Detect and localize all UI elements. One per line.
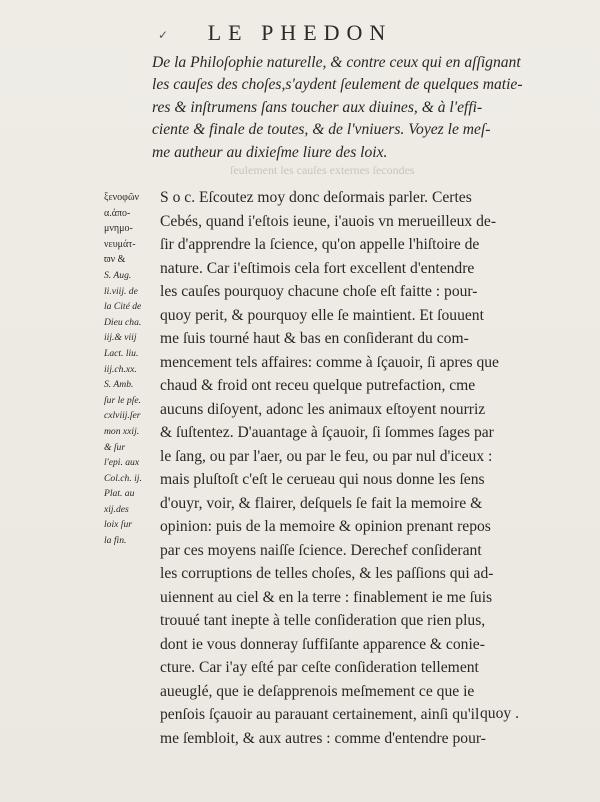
note-line: De la Philoſophie naturelle, & contre ceux qui en aſſignant (152, 54, 521, 71)
text-line: les cauſes pourquoy chacune choſe eſt faitte : pour- (160, 283, 478, 300)
text-line: chaud & froid ont receu quelque putrefaction, cme (160, 377, 476, 394)
margin-line: l'epi. aux (104, 457, 140, 469)
text-line: mais pluſtoſt c'eſt le cerueau qui nous donne les ſens (160, 471, 485, 488)
margin-line: S. Aug. (104, 269, 132, 281)
text-line: uiennent au ciel & en la terre : finablement ie me ſuis (160, 588, 493, 606)
margin-line: μνημο- (104, 223, 133, 235)
margin-line: νευμάτ- (104, 238, 136, 250)
text-line: aucuns diſoyent, adonc les animaux eſtoyent nourriz (160, 400, 486, 418)
margin-line: ſur le pſe. (104, 394, 142, 406)
text-line: S o c. Eſcoutez moy donc deſormais parler. Certes (160, 189, 472, 206)
text-line: & ſuſtentez. D'auantage à ſçauoir, ſi ſommes ſages par (160, 424, 494, 441)
margin-line: la fin. (104, 535, 127, 547)
margin-line: mon xxij. (104, 425, 140, 437)
main-text-block (160, 186, 540, 750)
text-line: dont ie vous donneray ſuffiſante apparence & conie- (160, 635, 485, 653)
margin-line: la Cité de (104, 301, 142, 313)
note-line: res & inſtrumens ſans toucher aux diuines, & à l'effi- (152, 98, 483, 116)
chapter-summary-note (152, 52, 547, 164)
margin-line: Lact. liu. (104, 347, 139, 359)
margin-line: loix ſur (104, 519, 132, 531)
text-line: me ſuis tourné haut & bas en conſiderant du com- (160, 330, 469, 347)
text-line: trouué tant inepte à telle conſideration que rien plus, (160, 612, 486, 629)
margin-line: α.ἀπο- (104, 207, 131, 219)
margin-line: S. Amb. (104, 379, 134, 391)
text-line: Cebés, quand i'eſtois ieune, i'auois vn merueilleux de- (160, 212, 497, 230)
text-line: mencement tels affaires: comme à ſçauoir, ſi apres que (160, 353, 499, 371)
margin-tick-mark: ✓ (158, 28, 169, 42)
text-line: aueuglé, que ie deſapprenois meſmement ce que ie (160, 682, 475, 700)
margin-line: cxlviij.ſer (104, 410, 141, 422)
text-line: penſois ſçauoir au parauant certainement, ainſi qu'il (160, 706, 480, 723)
margin-line: ϖν & (104, 254, 126, 266)
margin-line: ξενοφῶν (104, 192, 140, 203)
running-head: LE PHEDON (207, 20, 393, 45)
text-line: opinion: puis de la memoire & opinion prenant repos (160, 518, 491, 535)
margin-line: iij.ch.xx. (104, 363, 137, 375)
show-through-text: ſeulement les cauſes externes ſecondes (230, 163, 415, 177)
margin-line: Dieu cha. (104, 316, 142, 328)
text-line: nature. Car i'eſtimois cela fort excellent d'entendre (160, 259, 475, 277)
catchword: quoy . (480, 705, 519, 722)
text-line: quoy perit, & pourquoy elle ſe maintient. Et ſouuent (160, 306, 484, 324)
margin-line: & ſur (104, 441, 126, 453)
text-line: d'ouyr, voir, & flairer, deſquels ſe fait la memoire & (160, 494, 483, 512)
margin-line: Plat. au (104, 488, 135, 500)
text-line: les corruptions de telles choſes, & les paſſions qui ad- (160, 565, 494, 582)
note-line: ciente & finale de toutes, & de l'vniuers. Voyez le meſ- (152, 121, 491, 139)
marginal-references (104, 190, 162, 549)
text-line: cture. Car i'ay eſté par ceſte conſideration tellement (160, 659, 479, 676)
text-line: par ces moyens naiſſe ſcience. Derechef conſiderant (160, 541, 482, 559)
note-line: me autheur au dixieſme liure des loix. (152, 143, 388, 161)
text-line: le ſang, ou par l'aer, ou par le feu, ou par nul d'iceux : (160, 447, 493, 465)
margin-line: li.viij. de (104, 285, 138, 297)
note-line: les cauſes des choſes,s'aydent ſeulement de quelques matie- (152, 76, 523, 94)
margin-line: xij.des (104, 503, 129, 515)
margin-line: iij.& viij (104, 332, 137, 344)
text-line: me ſembloit, & aux autres : comme d'entendre pour- (160, 729, 486, 747)
margin-line: Col.ch. ij. (104, 472, 142, 484)
text-line: ſir d'apprendre la ſcience, qu'on appelle l'hiſtoire de (160, 236, 480, 253)
